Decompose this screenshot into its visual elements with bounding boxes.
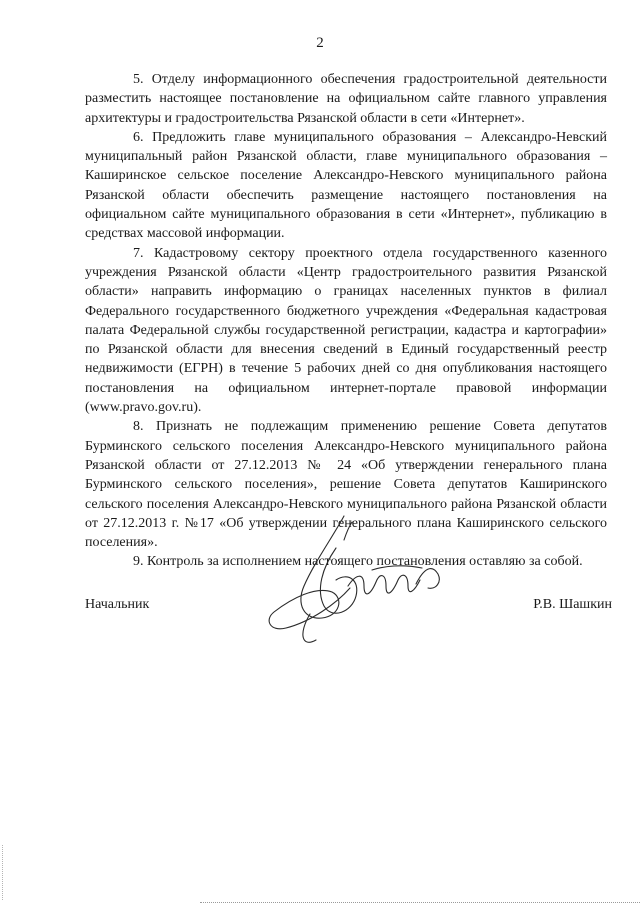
- paragraph-6: 6. Предложить главе муниципального образования – Александро-Невский муниципальный район Рязанской области, главе муниципального образования – Каширинское сельское поселение Александро-Невского муниципального района Рязанской области обеспечить размещение настоящего постановления на официальном сайте муниципального образования в сети «Интернет», публикацию в средствах массовой информации.: [85, 129, 607, 242]
- page-number: 2: [316, 35, 324, 51]
- document-body: [85, 70, 607, 572]
- scan-margin-marks: [2, 845, 5, 900]
- signatory-name: Р.В. Шашкин: [533, 597, 612, 612]
- paragraph-8: 8. Признать не подлежащим применению решение Совета депутатов Бурминского сельского поселения Александро-Невского муниципального района Рязанской области от 27.12.2013 № 24 «Об утверждении генерального плана Бурминского сельского поселения», решение Совета депутатов Каширинского сельского поселения Александро-Невского муниципального района Рязанской области от 27.12.2013 г. №17 «Об утверждении генерального плана Каширинского сельского поселения».: [85, 419, 607, 551]
- signatory-role: Начальник: [85, 597, 150, 612]
- scan-bottom-edge: [200, 902, 640, 904]
- paragraph-5: 5. Отделу информационного обеспечения градостроительной деятельности разместить настоящее постановление на официальном сайте главного управления архитектуры и градостроительства Рязанской области в сети «Интернет».: [85, 72, 607, 126]
- handwritten-signature: [252, 508, 452, 658]
- signature-block: [85, 596, 612, 616]
- paragraph-9: 9. Контроль за исполнением настоящего постановления оставляю за собой.: [133, 554, 583, 570]
- paragraph-7: 7. Кадастровому сектору проектного отдела государственного казенного учреждения Рязанской области «Центр градостроительного развития Рязанской области» направить информацию о границах населенных пунктов в филиал Федерального государственного бюджетного учреждения «Федеральная кадастровая палата Федеральной службы государственной регистрации, кадастра и картографии» по Рязанской области для внесения сведений в Единый государственный реестр недвижимости (ЕГРН) в течение 5 рабочих дней со дня опубликования настоящего постановления на официальном интернет-портале правовой информации (www.pravo.gov.ru).: [85, 245, 607, 416]
